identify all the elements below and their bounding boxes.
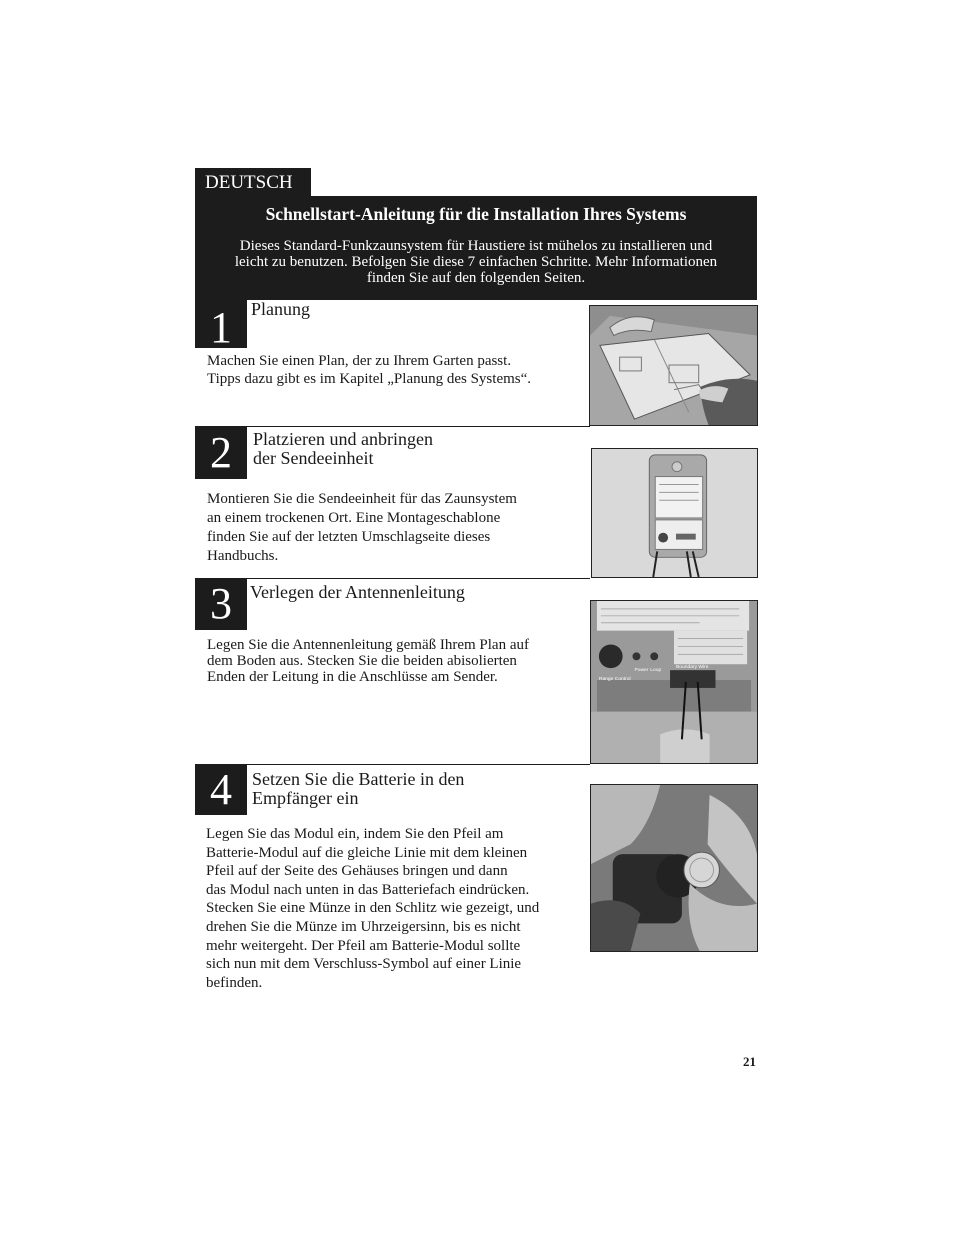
step-3-text: [207, 637, 529, 685]
step-4-text-line: das Modul nach unten in das Batteriefach eindrücken.: [206, 881, 530, 898]
step-4-text: [206, 825, 539, 992]
step-4-text-line: sich nun mit dem Verschluss-Symbol auf einer Linie: [206, 956, 522, 973]
step-2-title-line: Platzieren und anbringen: [253, 429, 433, 449]
step-2-text-line: finden Sie auf der letzten Umschlagseite dieses: [207, 529, 491, 545]
step-3-photo-label-range-control: Range Control: [598, 677, 631, 683]
step-2-photo: [591, 448, 758, 578]
step-2-text: [207, 490, 517, 566]
step-3-number: 3: [195, 578, 247, 630]
step-4-text-line: drehen Sie die Münze im Uhrzeigersinn, bis es nicht: [206, 918, 521, 935]
step-3-title: [250, 583, 465, 602]
step-1-number: 1: [195, 300, 247, 348]
intro-line: finden Sie auf den folgenden Seiten.: [366, 270, 586, 286]
step-3-photo: [590, 600, 758, 764]
step-4-text-line: Stecken Sie eine Münze in den Schlitz wie gezeigt, und: [206, 900, 540, 917]
step-1-divider: [195, 426, 590, 427]
step-3-photo-label-power: Power: [634, 668, 649, 674]
step-4-photo: [590, 784, 758, 952]
step-4-title: [252, 770, 464, 808]
step-2-number: 2: [195, 426, 247, 479]
step-2-title-line: der Sendeeinheit: [253, 448, 374, 468]
intro-title: Schnellstart-Anleitung für die Installation Ihres Systems: [265, 204, 687, 224]
step-3-text-line: Legen Sie die Antennenleitung gemäß Ihrem Plan auf: [207, 637, 529, 653]
step-4-text-line: befinden.: [206, 974, 263, 991]
intro-text: [203, 238, 749, 286]
step-3-text-line: dem Boden aus. Stecken Sie die beiden abisolierten: [207, 653, 517, 669]
step-2-divider: [195, 578, 590, 579]
intro-line: leicht zu benutzen. Befolgen Sie diese 7 einfachen Schritte. Mehr Informationen: [234, 254, 718, 270]
step-1-text: [207, 352, 531, 388]
step-1-title: [251, 300, 310, 319]
step-4-title-line: Setzen Sie die Batterie in den: [252, 769, 465, 789]
step-4-text-line: Batterie-Modul auf die gleiche Linie mit dem kleinen: [206, 844, 528, 861]
step-2-text-line: an einem trockenen Ort. Eine Montageschablone: [207, 510, 501, 526]
step-1-title-line: Planung: [251, 299, 311, 319]
step-1-text-line: Machen Sie einen Plan, der zu Ihrem Garten passt.: [207, 353, 512, 369]
step-2-title: [253, 430, 433, 468]
step-4-text-line: Pfeil auf der Seite des Gehäuses bringen und dann: [206, 863, 508, 880]
intro-box: [195, 196, 757, 300]
step-1-photo: [589, 305, 758, 426]
step-3-photo-label-loop: Loop: [650, 668, 662, 674]
step-2-text-line: Handbuchs.: [207, 548, 279, 564]
step-4-number: 4: [195, 764, 247, 815]
language-tab: DEUTSCH: [195, 168, 311, 196]
intro-line: Dieses Standard-Funkzaunsystem für Haustiere ist mühelos zu installieren und: [239, 238, 713, 254]
step-1-text-line: Tipps dazu gibt es im Kapitel „Planung des Systems“.: [207, 371, 532, 387]
step-3-photo-label-boundary-wire: Boundary Wire: [675, 665, 709, 671]
step-3-text-line: Enden der Leitung in die Anschlüsse am Sender.: [207, 669, 498, 685]
step-4-title-line: Empfänger ein: [252, 788, 359, 808]
page-number: 21: [743, 1054, 756, 1069]
step-2-text-line: Montieren Sie die Sendeeinheit für das Zaunsystem: [207, 491, 517, 507]
step-3-title-line: Verlegen der Antennenleitung: [250, 582, 465, 602]
step-3-divider: [195, 764, 590, 765]
step-4-text-line: Legen Sie das Modul ein, indem Sie den Pfeil am: [206, 826, 504, 842]
step-4-text-line: mehr weitergeht. Der Pfeil am Batterie-Modul sollte: [206, 937, 521, 954]
